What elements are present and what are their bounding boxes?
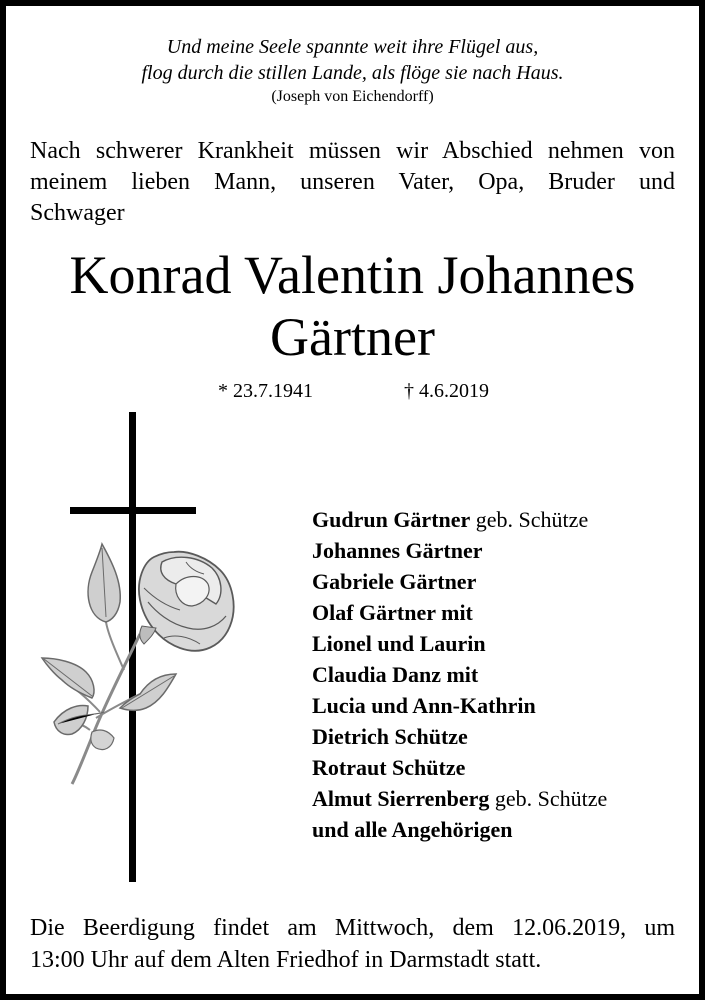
funeral-line-1: Die Beerdigung findet am Mittwoch, dem 12.06.2019, um	[30, 915, 675, 941]
intro-line-1: Nach schwerer Krankheit müssen wir Abschied nehmen von	[30, 138, 675, 164]
rose-icon	[42, 544, 234, 784]
mourner-name: Rotraut Schütze	[312, 755, 466, 780]
mourner-name: Claudia Danz mit	[312, 662, 479, 687]
mourner-name: Johannes Gärtner	[312, 538, 483, 563]
mourner-maiden-name: geb. Schütze	[494, 786, 608, 811]
mourner-entry	[312, 659, 607, 690]
poem-author: (Joseph von Eichendorff)	[271, 88, 434, 105]
birth-date: * 23.7.1941	[218, 380, 313, 402]
poem-line-1: Und meine Seele spannte weit ihre Flügel aus,	[166, 36, 539, 58]
cross-and-rose-emblem	[36, 412, 246, 882]
intro-line-3: Schwager	[30, 200, 125, 226]
mourner-entry	[312, 566, 607, 597]
mourner-entry	[312, 504, 607, 535]
mourner-name: Lucia und Ann-Kathrin	[312, 693, 536, 718]
funeral-line-2: 13:00 Uhr auf dem Alten Friedhof in Darmstadt statt.	[30, 947, 542, 973]
mourner-name: Lionel und Laurin	[312, 631, 486, 656]
mourner-entry	[312, 721, 607, 752]
mourner-name: Almut Sierrenberg	[312, 786, 490, 811]
mourner-name: Gabriele Gärtner	[312, 569, 477, 594]
mourner-name: und alle Angehörigen	[312, 817, 513, 842]
mourner-entry	[312, 814, 607, 845]
intro-line-2: meinem lieben Mann, unseren Vater, Opa, Bruder und	[30, 169, 675, 195]
mourner-name: Gudrun Gärtner	[312, 507, 471, 532]
mourner-maiden-name: geb. Schütze	[475, 507, 589, 532]
mourner-entry	[312, 752, 607, 783]
mourner-entry	[312, 690, 607, 721]
deceased-name	[6, 244, 699, 368]
mourner-entry	[312, 628, 607, 659]
mourner-name: Olaf Gärtner mit	[312, 600, 473, 625]
mourner-name: Dietrich Schütze	[312, 724, 468, 749]
intro-text	[30, 136, 675, 229]
mourner-entry	[312, 783, 607, 814]
mourner-entry	[312, 597, 607, 628]
poem-line-2: flog durch die stillen Lande, als flöge sie nach Haus.	[141, 62, 564, 84]
poem-quote	[6, 34, 699, 108]
death-date: † 4.6.2019	[404, 380, 489, 402]
mourners-list	[312, 504, 607, 845]
deceased-name-line-1: Konrad Valentin Johannes	[69, 245, 636, 305]
funeral-announcement	[30, 912, 675, 976]
deceased-name-line-2: Gärtner	[270, 307, 435, 367]
mourner-entry	[312, 535, 607, 566]
